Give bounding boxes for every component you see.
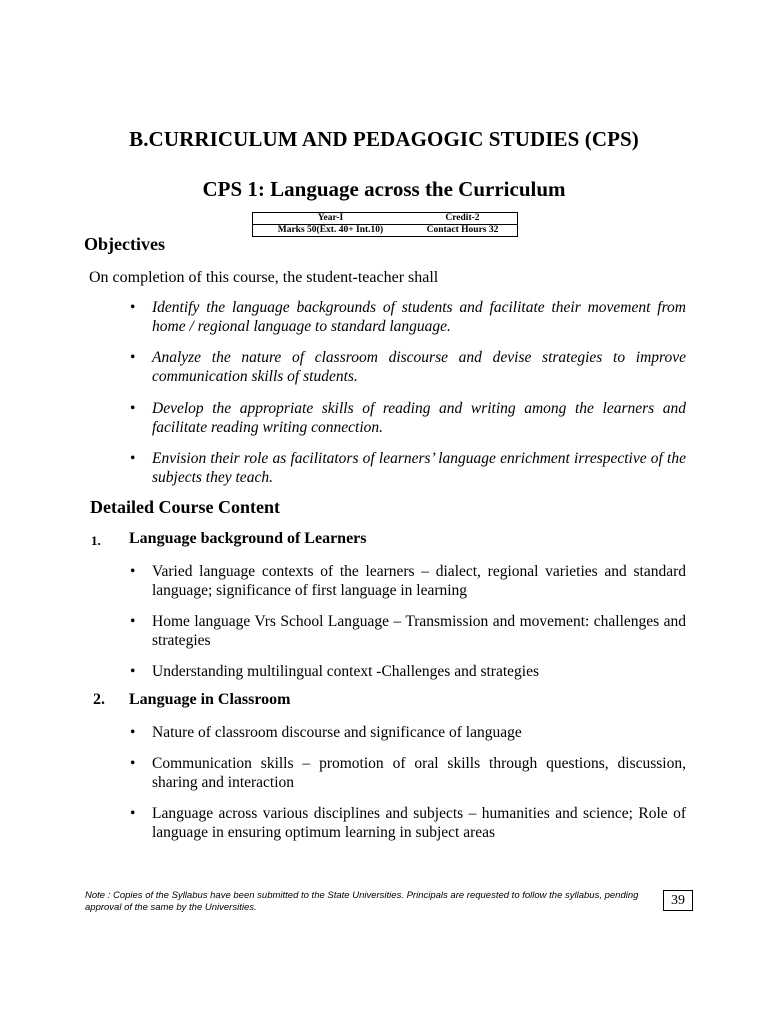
contact-hours-cell: Contact Hours 32 xyxy=(408,225,518,237)
list-item: • Communication skills – promotion of oral skills through questions, discussion, sharing and interaction xyxy=(152,754,686,792)
course-info-table xyxy=(252,212,518,237)
objectives-intro: On completion of this course, the student-teacher shall xyxy=(89,269,439,286)
credit-cell: Credit-2 xyxy=(408,213,518,225)
list-item: • Envision their role as facilitators of learners’ language enrichment irrespective of the subjects they teach. xyxy=(152,449,686,487)
table-row xyxy=(253,225,518,237)
list-item: • Identify the language backgrounds of students and facilitate their movement from home / regional language to standard language. xyxy=(152,298,686,336)
course-content-heading: Detailed Course Content xyxy=(90,497,280,517)
objectives-heading: Objectives xyxy=(84,234,165,254)
unit-title: Language in Classroom xyxy=(129,691,291,708)
year-cell: Year-I xyxy=(253,213,408,225)
list-item: • Language across various disciplines and subjects – humanities and science; Role of language in ensuring optimum learning in subject areas xyxy=(152,804,686,842)
list-item: • Understanding multilingual context -Challenges and strategies xyxy=(152,662,686,681)
list-item: • Varied language contexts of the learners – dialect, regional varieties and standard language; significance of first language in learning xyxy=(152,562,686,600)
footer-note: Note : Copies of the Syllabus have been submitted to the State Universities. Principals are requested to follow the syllabus, pending approval of the same by the Universities. xyxy=(85,890,639,913)
page-number: 39 xyxy=(663,890,693,911)
course-title: CPS 1: Language across the Curriculum xyxy=(202,177,566,201)
list-item: • Nature of classroom discourse and significance of language xyxy=(152,723,686,742)
marks-cell: Marks 50(Ext. 40+ Int.10) xyxy=(253,225,408,237)
table-row xyxy=(253,213,518,225)
unit-number: 2. xyxy=(93,691,105,708)
unit-number: 1. xyxy=(91,533,101,548)
list-item: • Home language Vrs School Language – Transmission and movement: challenges and strategies xyxy=(152,612,686,650)
page-title: B.CURRICULUM AND PEDAGOGIC STUDIES (CPS) xyxy=(129,127,639,151)
list-item: • Analyze the nature of classroom discourse and devise strategies to improve communication skills of students. xyxy=(152,348,686,386)
list-item: • Develop the appropriate skills of reading and writing among the learners and facilitate reading writing connection. xyxy=(152,399,686,437)
unit-title: Language background of Learners xyxy=(129,530,367,547)
